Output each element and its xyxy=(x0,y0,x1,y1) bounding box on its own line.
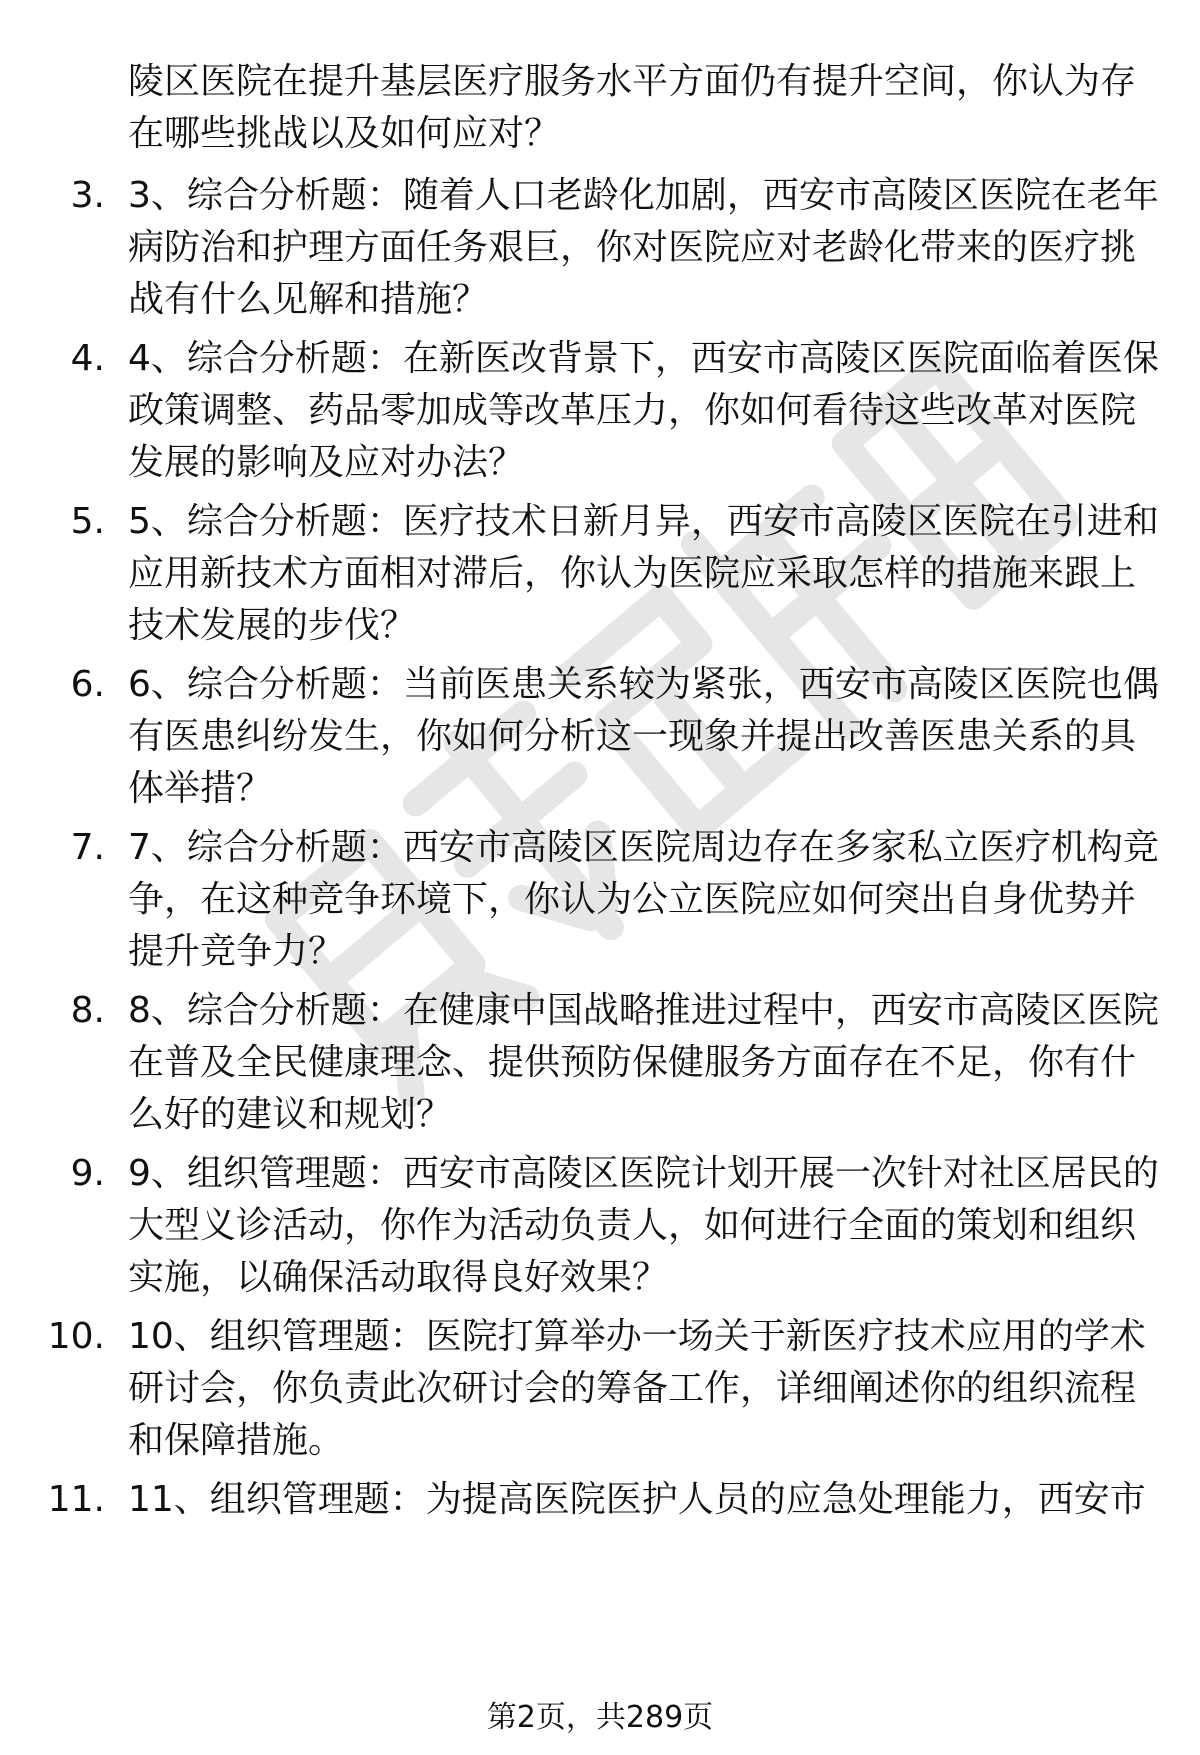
text-line: 病防治和护理方面任务艰巨，你对医院应对老龄化带来的医疗挑 xyxy=(128,227,1137,268)
list-number: 7. xyxy=(70,827,105,868)
text-line: 陵区医院在提升基层医疗服务水平方面仍有提升空间，你认为存 xyxy=(128,61,1137,102)
text-line: 和保障措施。 xyxy=(128,1420,345,1461)
text-line: 在普及全民健康理念、提供预防保健服务方面存在不足，你有什 xyxy=(128,1042,1137,1083)
list-number: 10. xyxy=(47,1316,105,1357)
question-text xyxy=(128,1311,1168,1467)
list-number: 6. xyxy=(70,664,105,705)
text-line: 技术发展的步伐？ xyxy=(128,605,417,646)
text-line: 8、综合分析题：在健康中国战略推进过程中，西安市高陵区医院 xyxy=(128,990,1159,1031)
text-line: 体举措？ xyxy=(128,768,273,809)
text-line: 5、综合分析题：医疗技术日新月异，西安市高陵区医院在引进和 xyxy=(128,501,1159,542)
text-line: 么好的建议和规划？ xyxy=(128,1094,453,1135)
text-line: 7、综合分析题：西安市高陵区医院周边存在多家私立医疗机构竞 xyxy=(128,827,1159,868)
question-text xyxy=(128,170,1168,326)
text-line: 10、组织管理题：医院打算举办一场关于新医疗技术应用的学术 xyxy=(128,1316,1146,1357)
question-text xyxy=(128,822,1168,978)
text-line: 研讨会，你负责此次研讨会的筹备工作，详细阐述你的组织流程 xyxy=(128,1368,1137,1409)
text-line: 大型义诊活动，你作为活动负责人，如何进行全面的策划和组织 xyxy=(128,1205,1137,1246)
text-line: 政策调整、药品零加成等改革压力，你如何看待这些改革对医院 xyxy=(128,390,1137,431)
text-line: 发展的影响及应对办法？ xyxy=(128,442,525,483)
list-number: 4. xyxy=(70,338,105,379)
text-line: 有医患纠纷发生，你如何分析这一现象并提出改善医患关系的具 xyxy=(128,716,1137,757)
text-line: 4、综合分析题：在新医改背景下，西安市高陵区医院面临着医保 xyxy=(128,338,1159,379)
list-number: 9. xyxy=(70,1153,105,1194)
question-text xyxy=(128,659,1168,815)
question-text xyxy=(128,496,1168,652)
intro-text xyxy=(128,56,1168,160)
text-line: 实施，以确保活动取得良好效果？ xyxy=(128,1257,669,1298)
text-line: 6、综合分析题：当前医患关系较为紧张，西安市高陵区医院也偶 xyxy=(128,664,1159,705)
text-line: 3、综合分析题：随着人口老龄化加剧，西安市高陵区医院在老年 xyxy=(128,175,1159,216)
text-line: 在哪些挑战以及如何应对？ xyxy=(128,113,561,154)
page-footer: 第2页，共289页 xyxy=(486,1700,714,1735)
text-line: 争，在这种竞争环境下，你认为公立医院应如何突出自身优势并 xyxy=(128,879,1137,920)
text-line: 11、组织管理题：为提高医院医护人员的应急处理能力，西安市 xyxy=(128,1479,1146,1520)
list-number: 3. xyxy=(70,175,105,216)
question-text xyxy=(128,1474,1168,1526)
question-text xyxy=(128,333,1168,489)
list-number: 5. xyxy=(70,501,105,542)
list-number: 11. xyxy=(47,1479,105,1520)
question-text xyxy=(128,1148,1168,1304)
list-number: 8. xyxy=(70,990,105,1031)
text-line: 9、组织管理题：西安市高陵区医院计划开展一次针对社区居民的 xyxy=(128,1153,1159,1194)
text-line: 战有什么见解和措施？ xyxy=(128,279,489,320)
question-text xyxy=(128,985,1168,1141)
text-line: 提升竞争力？ xyxy=(128,931,345,972)
text-line: 应用新技术方面相对滞后，你认为医院应采取怎样的措施来跟上 xyxy=(128,553,1137,594)
